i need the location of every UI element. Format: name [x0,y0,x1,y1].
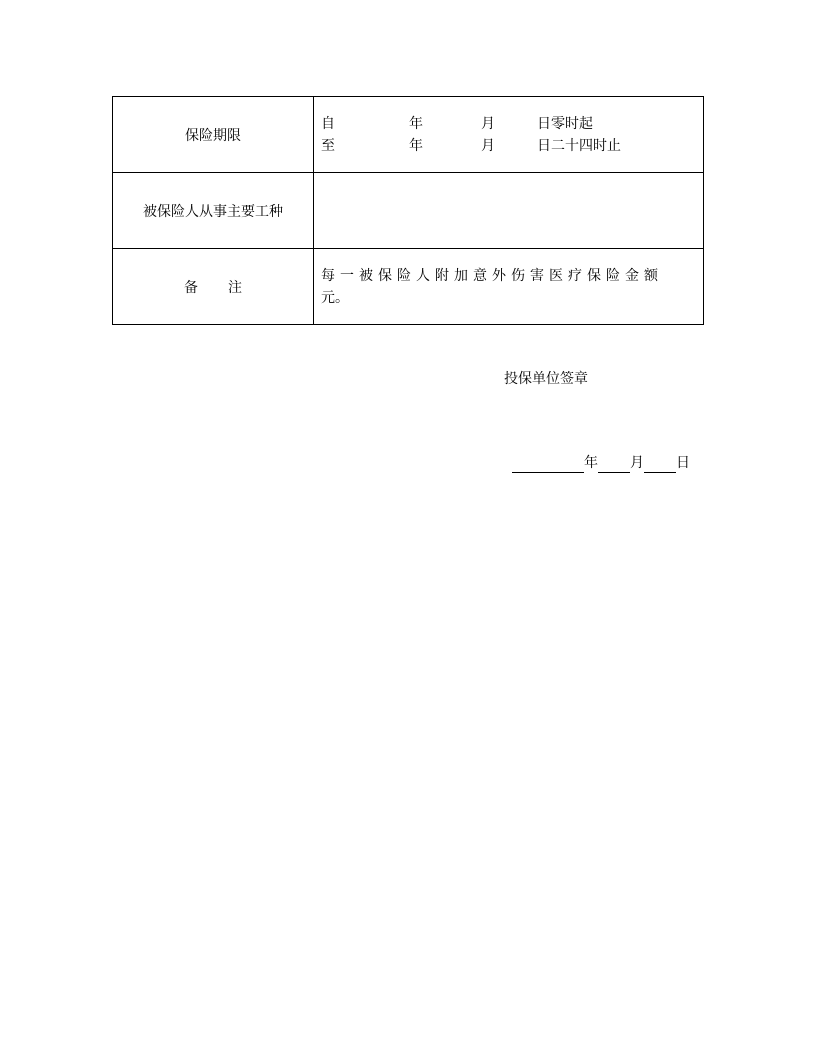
period-to-prefix: 至 [321,137,335,154]
period-from-prefix: 自 [321,115,335,132]
occupation-value[interactable] [314,173,704,249]
remarks-label-part1: 备 [184,279,198,296]
period-to-month-label: 月 [481,137,495,154]
applicant-seal-label: 投保单位签章 [504,371,588,387]
month-blank[interactable] [598,456,630,473]
remarks-text [321,265,696,309]
year-blank[interactable] [512,456,584,473]
remarks-text-main: 每一被保险人附加意外伤害医疗保险金额 [321,267,663,284]
remarks-row [113,249,704,325]
period-to-line [321,135,696,157]
remarks-label-part2: 注 [228,279,242,296]
insurance-form-table [112,96,704,325]
remarks-label [113,249,314,325]
occupation-row [113,173,704,249]
insurance-period-value [314,97,704,173]
remarks-text-tail: 元。 [321,289,349,306]
insurance-period-row [113,97,704,173]
insurance-period-label: 保险期限 [113,97,314,173]
occupation-label: 被保险人从事主要工种 [113,173,314,249]
signature-date [512,453,690,473]
remarks-value [314,249,704,325]
day-label: 日 [676,455,690,471]
period-to-year-label: 年 [409,137,423,154]
period-to-day-label: 日二十四时止 [537,137,621,154]
day-blank[interactable] [644,456,676,473]
month-label: 月 [630,455,644,471]
period-from-line [321,113,696,135]
period-from-month-label: 月 [481,115,495,132]
period-from-day-label: 日零时起 [537,115,593,132]
year-label: 年 [584,455,598,471]
period-from-year-label: 年 [409,115,423,132]
